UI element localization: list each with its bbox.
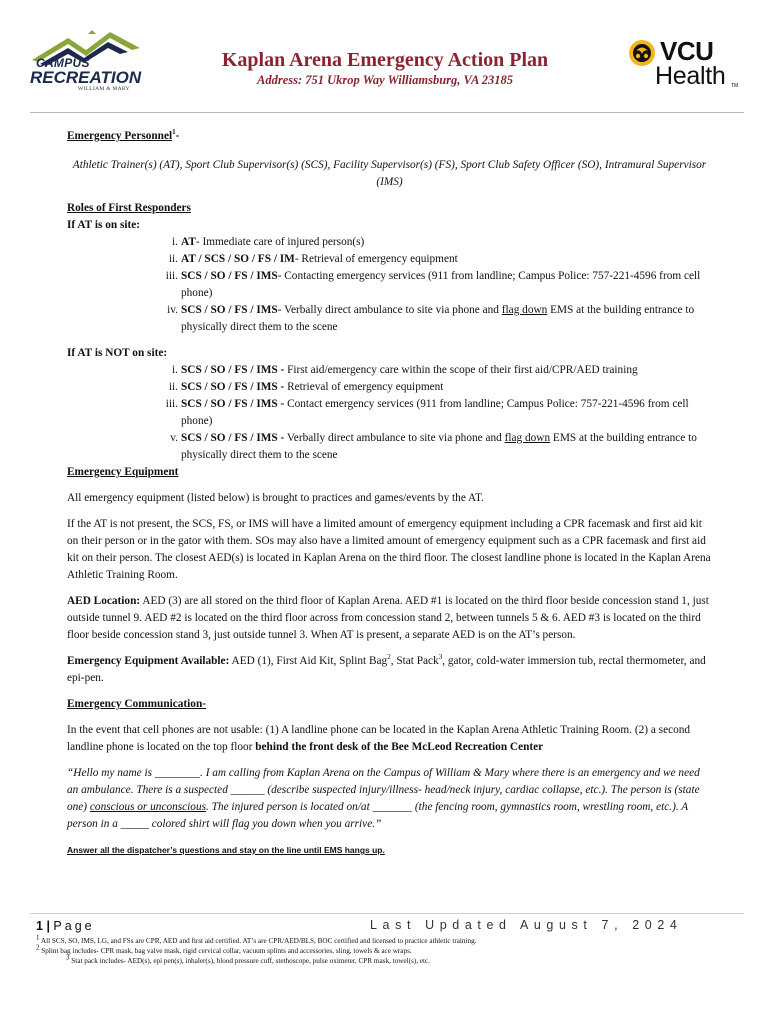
- at-on-site-label: If AT is on site:: [67, 219, 141, 231]
- page-number: 1 | Page: [36, 919, 95, 933]
- list-item: ii. SCS / SO / FS / IMS - Retrieval of emergency equipment: [168, 381, 444, 393]
- footnote-1: 1 All SCS, SO, IMS, LG, and FSs are CPR, AED and first aid certified. AT’s are CPR/AED/BLS, BOC certified and licensed to practice athletic training.: [36, 933, 477, 945]
- logo-william-mary-text: WILLIAM & MARY: [78, 86, 130, 92]
- at-on-site-list: [67, 234, 712, 336]
- page-address: Address: 751 Ukrop Way Williamsburg, VA 23185: [257, 73, 513, 87]
- document-header: [0, 0, 770, 112]
- footer-divider: [30, 913, 744, 914]
- page-title: Kaplan Arena Emergency Action Plan: [221, 49, 549, 71]
- dispatcher-instruction: Answer all the dispatcher’s questions and stay on the line until EMS hangs up.: [67, 845, 385, 855]
- last-updated-date: Last Updated August 7, 2024: [370, 918, 683, 932]
- at-not-on-site-label: If AT is NOT on site:: [67, 347, 168, 359]
- equipment-heading: Emergency Equipment: [67, 466, 179, 478]
- list-item: i. AT- Immediate care of injured person(s): [172, 236, 365, 248]
- equipment-paragraph-1: All emergency equipment (listed below) is brought to practices and games/events by the AT.: [67, 492, 484, 504]
- health-logo-text: Health: [655, 62, 726, 90]
- list-item: iii. SCS / SO / FS / IMS- Contacting emergency services (911 from landline; Campus Police: 757-221-4596 from cell phone): [165, 270, 701, 299]
- vcu-logo-text: VCU: [660, 36, 714, 66]
- document-body: [67, 128, 712, 859]
- logo-recreation-text: RECREATION: [30, 68, 142, 87]
- personnel-roles-line: Athletic Trainer(s) (AT), Sport Club Supervisor(s) (SCS), Facility Supervisor(s) (FS), Sport Club Safety Officer (SO), Intramural Supervisor (IMS): [72, 159, 707, 188]
- list-item: ii. AT / SCS / SO / FS / IM- Retrieval of emergency equipment: [168, 253, 458, 265]
- list-item: i. SCS / SO / FS / IMS - First aid/emergency care within the scope of their first aid/CPR/AED training: [172, 364, 638, 376]
- roles-heading: Roles of First Responders: [67, 202, 191, 214]
- equipment-available-paragraph: Emergency Equipment Available: AED (1), First Aid Kit, Splint Bag$^2$, Stat Pack$^3$, gator, cold-water immersion tub, rectal thermometer, and epi-pen.: [67, 653, 706, 684]
- equipment-paragraph-2: If the AT is not present, the SCS, FS, or IMS will have a limited amount of emergency equipment including a CPR facemask and first aid kit on their person or in the gator with them. SOs may also have a limited amount of emergency equipment such as a CPR facemask and first aid kit on their person. The closest AED(s) is located in Kaplan Arena on the third floor. The closest landline phone is located in the Kaplan Arena Athletic Training Room.: [67, 518, 711, 581]
- personnel-heading: Emergency Personnel$^1$-: [67, 128, 180, 142]
- flag-down-text: flag down: [504, 432, 551, 444]
- communication-paragraph: In the event that cell phones are not usable: (1) A landline phone can be located in the Kaplan Arena Athletic Training Room. (2) a second landline phone is located on the top floor behind the front desk of the Bee McLeod Recreation Center: [67, 724, 691, 753]
- at-not-on-site-list: [67, 362, 712, 464]
- footnote-2: 2 Splint bag includes- CPR mask, bag valve mask, rigid cervical collar, vacuum splints and accessories, sling, towels & ace wraps.: [36, 943, 412, 955]
- footnotes: [36, 933, 736, 966]
- list-item: iii. SCS / SO / FS / IMS - Contact emergency services (911 from landline; Campus Police: 757-221-4596 from cell phone): [165, 398, 689, 427]
- communication-heading: Emergency Communication-: [67, 698, 206, 710]
- conscious-unconscious-text: conscious or unconscious: [89, 801, 207, 813]
- list-item: v. SCS / SO / FS / IMS - Verbally direct ambulance to site via phone and flag down EMS at the building entrance to physically direct them to the scene: [170, 432, 697, 461]
- trademark-text: TM: [731, 83, 739, 89]
- dispatcher-script: “Hello my name is ________. I am calling from Kaplan Arena on the Campus of William & Mary where there is an emergency and we need an ambulance. There is a suspected ______ (describe suspected injury/illness- head/neck injury, cardiac collapse, etc.). The person is (state one) conscious or unconscious. The injured person is located on/at _______ (the fencing room, gymnastics room, wrestling room, etc.). A person in a _____ colored shirt will flag you down when you arrive.”: [67, 767, 700, 830]
- aed-location-paragraph: AED Location: AED (3) are all stored on the third floor of Kaplan Arena. AED #1 is located on the third floor beside concession stand 1, just outside tunnel 9. AED #2 is located on the third floor across from concession stand 2, between tunnels 5 & 6. AED #3 is located on the third floor beside concession stand 3, just outside tunnel 3. When AT is present, a separate AED is on the AT’s person.: [67, 595, 709, 641]
- header-divider: [30, 112, 744, 113]
- list-item: iv. SCS / SO / FS / IMS- Verbally direct ambulance to site via phone and flag down EMS at the building entrance to physically direct them to the scene: [167, 304, 695, 333]
- logo-campus-text: CAMPUS: [36, 56, 90, 70]
- footnote-3: 3 Stat pack includes- AED(s), epi pen(s), inhaler(s), blood pressure cuff, stethoscope, pulse oximeter, CPR mask, towel(s), etc.: [66, 953, 430, 965]
- flag-down-text: flag down: [501, 304, 548, 316]
